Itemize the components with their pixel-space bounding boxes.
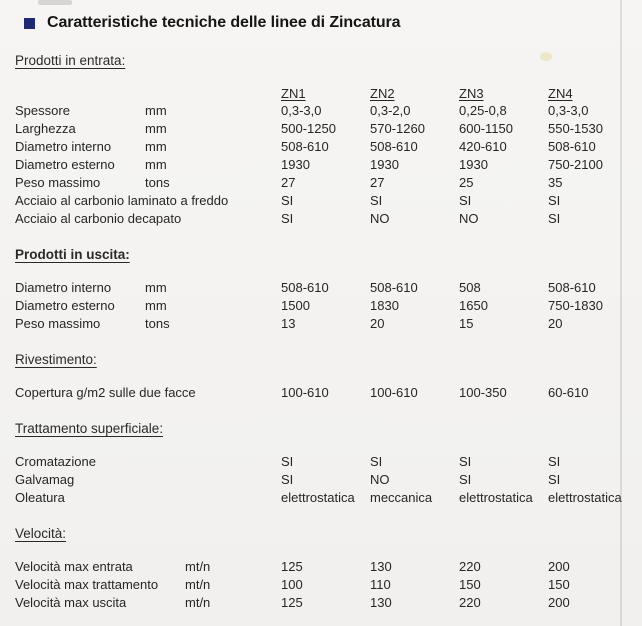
cell-value: 508-610 xyxy=(281,139,329,154)
cell-value: 20 xyxy=(548,316,563,331)
cell-value: SI xyxy=(548,211,561,226)
row-label: Velocità max uscita xyxy=(15,595,127,610)
cell-value: 15 xyxy=(459,316,474,331)
cell-value: 1930 xyxy=(459,157,488,172)
table-section xyxy=(15,52,642,228)
cell-value: SI xyxy=(281,211,294,226)
cell-value: NO xyxy=(459,211,479,226)
cell-value: 27 xyxy=(370,175,385,190)
cell-value: 508-610 xyxy=(548,139,596,154)
cell-value: 1930 xyxy=(370,157,399,172)
cell-value: SI xyxy=(459,472,472,487)
table-row xyxy=(15,576,642,594)
table-section xyxy=(15,351,642,402)
column-header: ZN3 xyxy=(459,86,484,101)
column-header-spacer xyxy=(145,85,281,102)
table-row xyxy=(15,489,642,507)
row-label: Peso massimo xyxy=(15,175,101,190)
cell-value: 150 xyxy=(548,577,570,592)
cell-value: 27 xyxy=(281,175,296,190)
column-header-spacer xyxy=(15,85,145,102)
row-unit: mm xyxy=(145,298,167,313)
scan-spot-artifact xyxy=(540,52,552,61)
page-title: Caratteristiche tecniche delle linee di Zincatura xyxy=(47,14,401,31)
section-rows xyxy=(15,558,642,612)
section-body xyxy=(15,85,642,228)
row-label: Diametro interno xyxy=(15,280,112,295)
row-unit: mm xyxy=(145,280,167,295)
row-label: Cromatazione xyxy=(15,454,96,469)
cell-value: 0,3-3,0 xyxy=(548,103,589,118)
cell-value: SI xyxy=(548,472,561,487)
cell-value: elettrostatica xyxy=(548,490,622,505)
cell-value: 220 xyxy=(459,559,481,574)
cell-value: SI xyxy=(459,193,472,208)
row-label: Velocità max entrata xyxy=(15,559,133,574)
cell-value: 0,3-3,0 xyxy=(281,103,322,118)
table-row xyxy=(15,156,642,174)
row-unit xyxy=(145,453,281,471)
row-unit: mm xyxy=(145,157,167,172)
row-label: Diametro esterno xyxy=(15,157,115,172)
cell-value: 500-1250 xyxy=(281,121,336,136)
table-row xyxy=(15,120,642,138)
table-row xyxy=(15,384,642,402)
cell-value: SI xyxy=(370,193,383,208)
cell-value: 125 xyxy=(281,559,303,574)
cell-value: 13 xyxy=(281,316,296,331)
cell-value: 570-1260 xyxy=(370,121,425,136)
table-row xyxy=(15,102,642,120)
cell-value: 200 xyxy=(548,595,570,610)
table-row xyxy=(15,210,642,228)
row-label: Larghezza xyxy=(15,121,76,136)
table-row xyxy=(15,558,642,576)
cell-value: 130 xyxy=(370,595,392,610)
cell-value: 100-610 xyxy=(370,385,418,400)
section-heading: Rivestimento: xyxy=(15,352,97,367)
bullet-square-icon xyxy=(24,18,35,29)
row-unit: mt/n xyxy=(185,577,211,592)
cell-value: 750-1830 xyxy=(548,298,603,313)
cell-value: 508 xyxy=(459,280,481,295)
row-label: Diametro esterno xyxy=(15,298,115,313)
section-heading: Prodotti in uscita: xyxy=(15,247,130,262)
table-section xyxy=(15,246,642,333)
cell-value: 1650 xyxy=(459,298,488,313)
section-heading: Prodotti in entrata: xyxy=(15,53,126,68)
column-header: ZN2 xyxy=(370,86,395,101)
cell-value: 110 xyxy=(370,577,391,592)
section-rows xyxy=(15,102,642,228)
cell-value: SI xyxy=(281,454,294,469)
section-body xyxy=(15,453,642,507)
cell-value: 508-610 xyxy=(370,139,418,154)
row-unit: mt/n xyxy=(185,595,211,610)
cell-value: 0,25-0,8 xyxy=(459,103,507,118)
row-unit: mm xyxy=(145,121,167,136)
cell-value: SI xyxy=(548,193,561,208)
cell-value: NO xyxy=(370,472,390,487)
section-heading: Trattamento superficiale: xyxy=(15,421,164,436)
row-label: Galvamag xyxy=(15,472,75,487)
cell-value: 1930 xyxy=(281,157,310,172)
cell-value: 20 xyxy=(370,316,385,331)
cell-value: SI xyxy=(548,454,561,469)
cell-value: 508-610 xyxy=(281,280,329,295)
table-row xyxy=(15,453,642,471)
row-label: Spessore xyxy=(15,103,70,118)
row-label: Diametro interno xyxy=(15,139,112,154)
section-body xyxy=(15,279,642,333)
cell-value: 150 xyxy=(459,577,481,592)
row-unit xyxy=(145,489,281,507)
row-label: Acciaio al carbonio decapato xyxy=(15,211,182,226)
cell-value: 508-610 xyxy=(548,280,596,295)
table-row xyxy=(15,192,642,210)
cell-value: 0,3-2,0 xyxy=(370,103,411,118)
section-rows xyxy=(15,453,642,507)
cell-value: 600-1150 xyxy=(459,121,513,136)
section-rows xyxy=(15,279,642,333)
cell-value: elettrostatica xyxy=(459,490,533,505)
cell-value: SI xyxy=(459,454,472,469)
section-body xyxy=(15,384,642,402)
cell-value: 220 xyxy=(459,595,481,610)
section-body xyxy=(15,558,642,612)
cell-value: SI xyxy=(281,193,294,208)
cell-value: meccanica xyxy=(370,490,433,505)
row-label: Velocità max trattamento xyxy=(15,577,159,592)
cell-value: 1500 xyxy=(281,298,310,313)
cell-value: 25 xyxy=(459,175,474,190)
row-unit: mm xyxy=(145,139,167,154)
cell-value: SI xyxy=(370,454,383,469)
cell-value: NO xyxy=(370,211,390,226)
row-unit: mt/n xyxy=(185,559,211,574)
column-header-row xyxy=(15,85,642,102)
table-row xyxy=(15,297,642,315)
document-header xyxy=(0,0,642,34)
cell-value: 750-2100 xyxy=(548,157,603,172)
table-row xyxy=(15,279,642,297)
row-label: Peso massimo xyxy=(15,316,101,331)
table-row xyxy=(15,174,642,192)
cell-value: SI xyxy=(281,472,294,487)
table-row xyxy=(15,471,642,489)
scan-edge-line xyxy=(620,0,622,626)
scan-smudge-artifact xyxy=(38,0,72,5)
row-unit: tons xyxy=(145,316,170,331)
table-section xyxy=(15,420,642,507)
cell-value: 508-610 xyxy=(370,280,418,295)
cell-value: 125 xyxy=(281,595,303,610)
table-row xyxy=(15,594,642,612)
cell-value: 1830 xyxy=(370,298,399,313)
row-label: Copertura g/m2 sulle due facce xyxy=(15,385,196,400)
row-unit xyxy=(145,384,281,402)
table-row xyxy=(15,315,642,333)
cell-value: 100 xyxy=(281,577,303,592)
section-rows xyxy=(15,384,642,402)
column-header: ZN1 xyxy=(281,86,306,101)
row-unit: mm xyxy=(145,103,167,118)
cell-value: 100-610 xyxy=(281,385,329,400)
cell-value: 420-610 xyxy=(459,139,507,154)
cell-value: elettrostatica xyxy=(281,490,355,505)
cell-value: 100-350 xyxy=(459,385,507,400)
cell-value: 550-1530 xyxy=(548,121,603,136)
section-heading: Velocità: xyxy=(15,526,67,541)
table-section xyxy=(15,525,642,612)
table-row xyxy=(15,138,642,156)
column-header: ZN4 xyxy=(548,86,573,101)
cell-value: 60-610 xyxy=(548,385,589,400)
row-unit: tons xyxy=(145,175,170,190)
spec-table xyxy=(0,52,642,612)
row-label: Oleatura xyxy=(15,490,65,505)
cell-value: 35 xyxy=(548,175,563,190)
row-unit xyxy=(145,192,281,210)
row-label: Acciaio al carbonio laminato a freddo xyxy=(15,193,229,208)
cell-value: 130 xyxy=(370,559,392,574)
cell-value: 200 xyxy=(548,559,570,574)
row-unit xyxy=(145,210,281,228)
row-unit xyxy=(145,471,281,489)
